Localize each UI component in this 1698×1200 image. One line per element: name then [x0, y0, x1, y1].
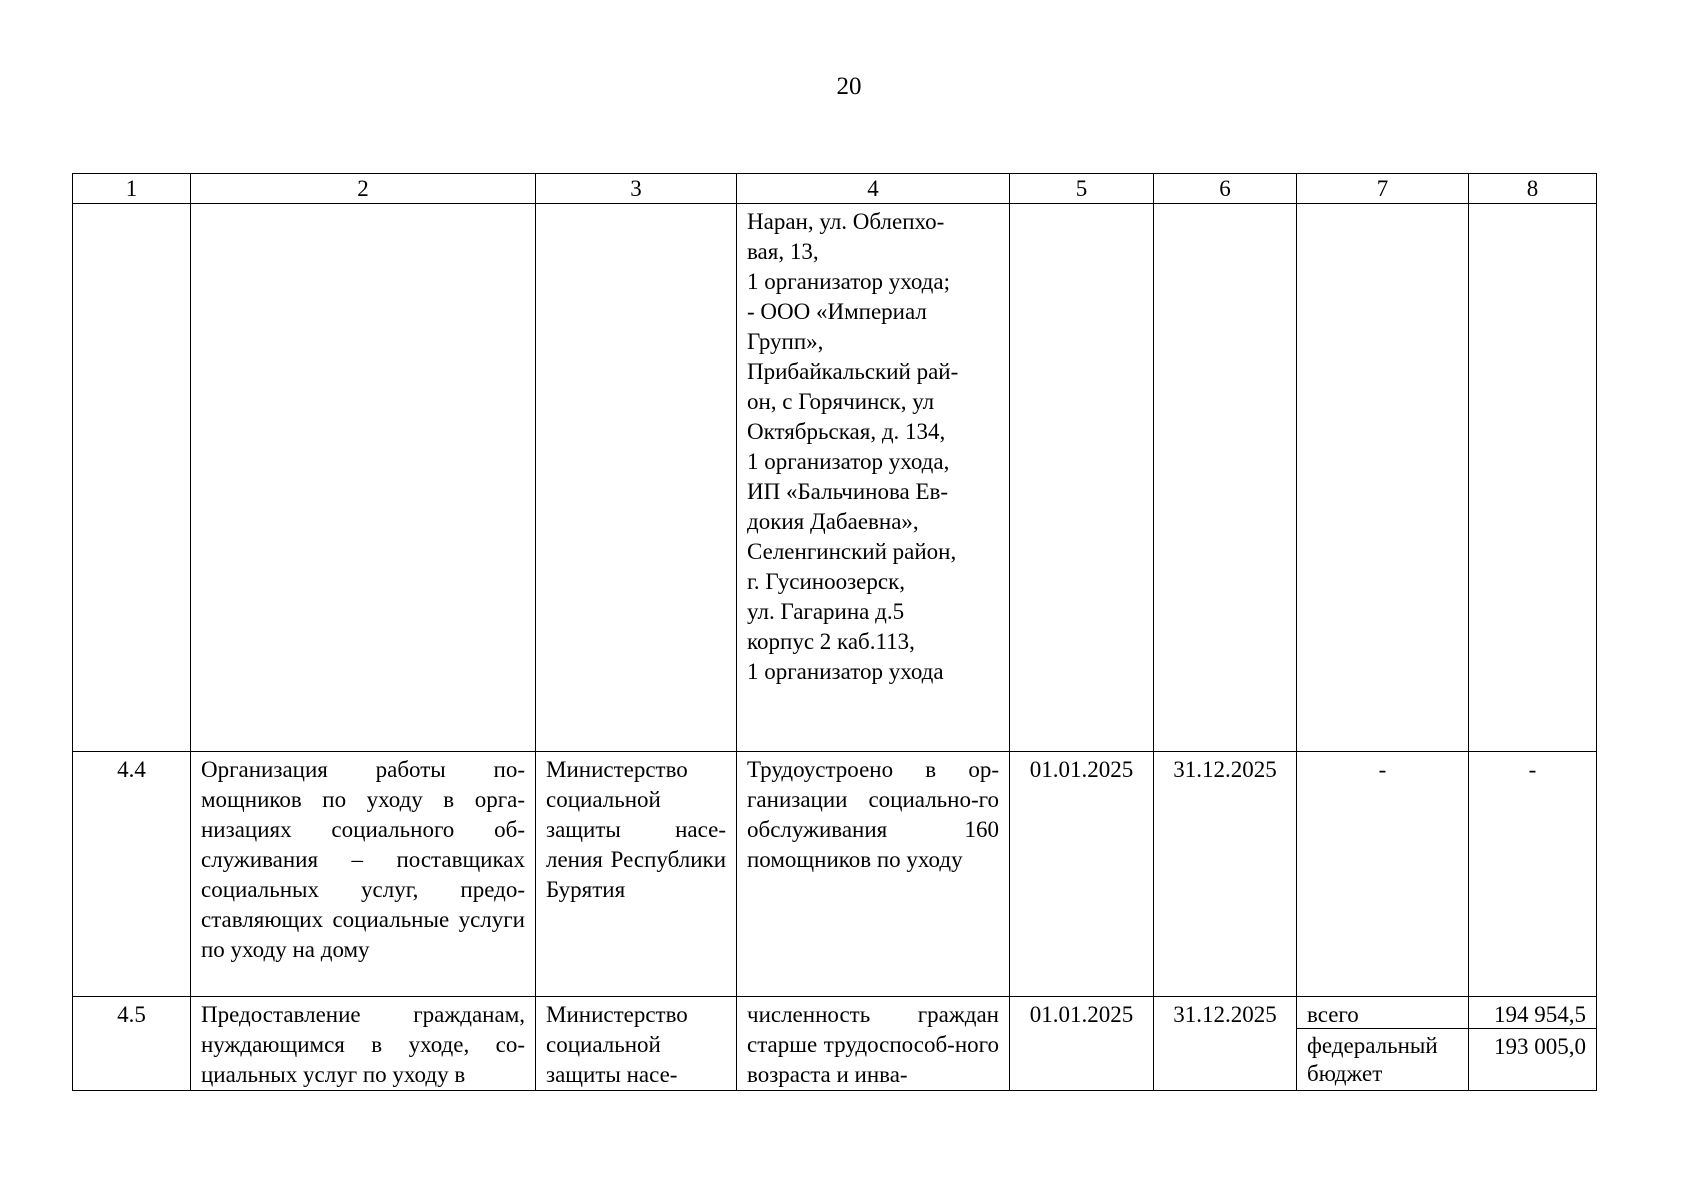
action-plan-table: [72, 173, 1597, 1091]
column-header-6: 6: [1154, 174, 1297, 204]
cell-empty: [1469, 204, 1597, 752]
cell-item-number: 4.5: [73, 997, 191, 1091]
table-row-4-4: [73, 752, 1597, 997]
funding-source-federal: федеральный бюджет: [1307, 1033, 1438, 1086]
funding-source-total: всего: [1297, 997, 1468, 1029]
cell-start-date: 01.01.2025: [1010, 997, 1154, 1091]
cell-executor: Министерство социальной защиты насе-: [536, 997, 737, 1091]
cell-result-continued: Наран, ул. Облепхо- вая, 13, 1 организатор ухода; - ООО «Империал Групп», Прибайкальский рай- он, с Горячинск, ул Октябрьская, д. 134, 1 организатор ухода, ИП «Бальчинова Ев- докия Дабаевна», Селенгинский район, г. Гусиноозерск, ул. Гагарина д.5 корпус 2 каб.113, 1 организатор ухода: [737, 204, 1010, 752]
cell-empty: [191, 204, 536, 752]
table-row-continuation: [73, 204, 1597, 752]
table-row-4-5: [73, 997, 1597, 1091]
cell-funding-amount: -: [1469, 752, 1597, 997]
column-header-4: 4: [737, 174, 1010, 204]
cell-end-date: 31.12.2025: [1154, 752, 1297, 997]
column-header-2: 2: [191, 174, 536, 204]
cell-empty: [1010, 204, 1154, 752]
cell-funding-amount: [1469, 997, 1597, 1091]
cell-measure-name: Предоставление гражданам, нуждающимся в уходе, со-циальных услуг по уходу в: [191, 997, 536, 1091]
cell-empty: [1154, 204, 1297, 752]
cell-empty: [73, 204, 191, 752]
cell-funding-source: [1297, 997, 1469, 1091]
column-number-row: [73, 174, 1597, 204]
cell-empty: [1297, 204, 1469, 752]
cell-expected-result: Трудоустроено в ор-ганизации социально-го обслуживания 160 помощников по уходу: [737, 752, 1010, 997]
column-header-5: 5: [1010, 174, 1154, 204]
cell-start-date: 01.01.2025: [1010, 752, 1154, 997]
cell-expected-result: численность граждан старше трудоспособ-ного возраста и инва-: [737, 997, 1010, 1091]
cell-end-date: 31.12.2025: [1154, 997, 1297, 1091]
funding-amount-total: 194 954,5: [1469, 997, 1596, 1029]
cell-item-number: 4.4: [73, 752, 191, 997]
page-number: 20: [836, 73, 862, 100]
cell-executor: Министерство социальной защиты насе-ления Республики Бурятия: [536, 752, 737, 997]
column-header-3: 3: [536, 174, 737, 204]
column-header-8: 8: [1469, 174, 1597, 204]
funding-amount-federal: 193 005,0: [1494, 1034, 1586, 1059]
cell-measure-name: Организация работы по-мощников по уходу в орга-низациях социального об-служивания – поставщиках социальных услуг, предо-ставляющих социальные услуги по уходу на дому: [191, 752, 536, 997]
cell-empty: [536, 204, 737, 752]
column-header-1: 1: [73, 174, 191, 204]
cell-funding-source: -: [1297, 752, 1469, 997]
column-header-7: 7: [1297, 174, 1469, 204]
